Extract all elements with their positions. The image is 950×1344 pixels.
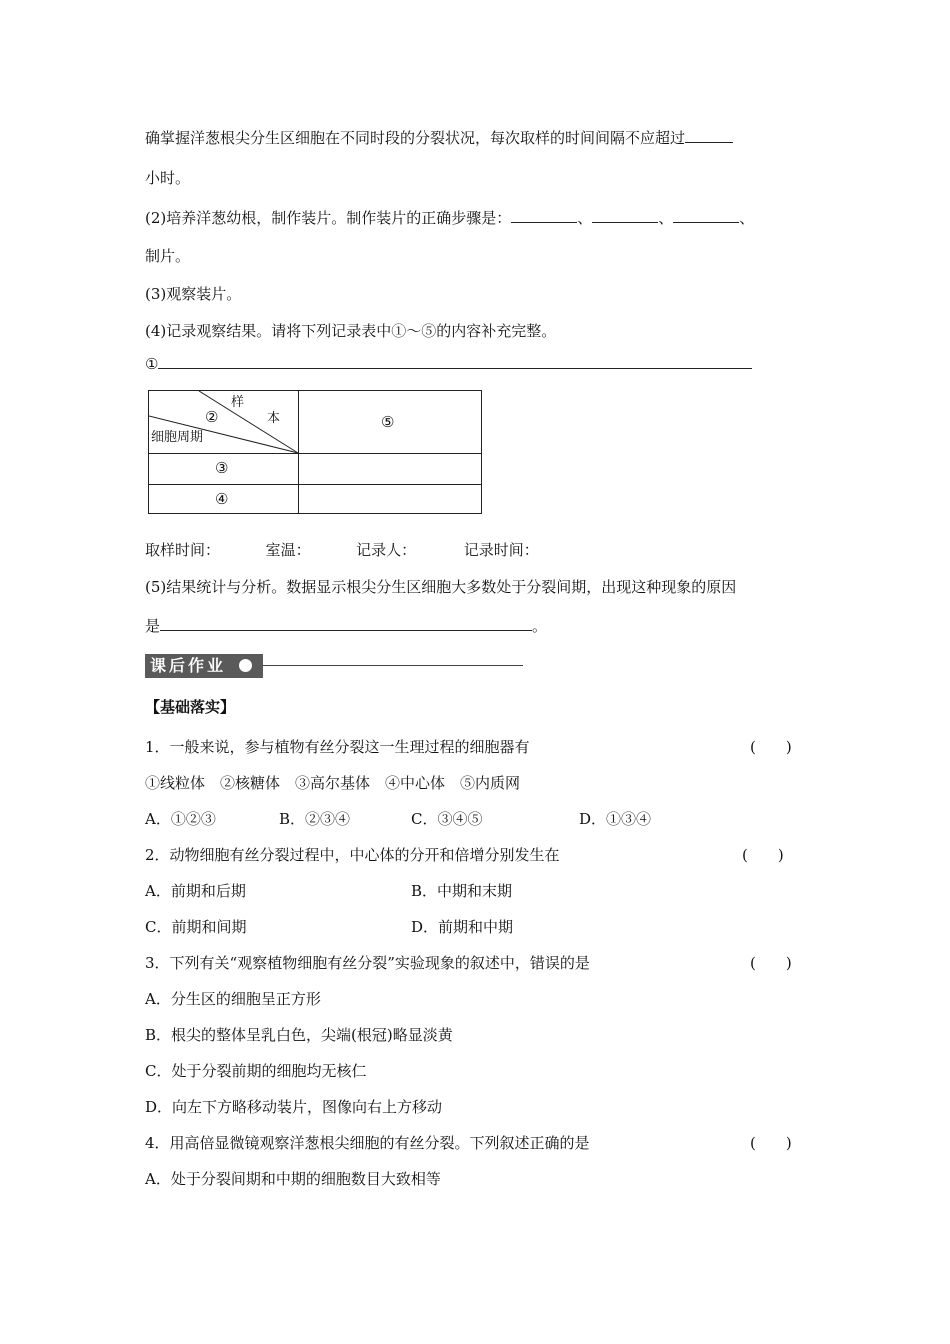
header-cell-cycle: 细胞周期 — [151, 430, 204, 445]
header-sample-right: 本 — [267, 411, 281, 426]
step2-text: (2)培养洋葱幼根，制作装片。制作装片的正确步骤是： — [145, 209, 512, 227]
answer-blank — [592, 208, 658, 223]
separator: 、 — [577, 209, 593, 227]
field-sampling-time: 取样时间： — [145, 541, 221, 559]
q3-option-d: D．向左下方略移动装片，图像向右上方移动 — [145, 1098, 443, 1116]
section-title: 【基础落实】 — [145, 698, 236, 716]
q4-option-a: A．处于分裂间期和中期的细胞数目大致相等 — [145, 1170, 441, 1188]
circle1-label: ① — [145, 355, 159, 373]
q1-items: ①线粒体 ②核糖体 ③高尔基体 ④中心体 ⑤内质网 — [145, 774, 521, 792]
q1-option-d: D．①③④ — [579, 810, 652, 828]
q3-option-a: A．分生区的细胞呈正方形 — [145, 990, 321, 1008]
step5-prefix: 是 — [145, 617, 161, 635]
answer-blank — [158, 354, 752, 369]
q2-option-a: A．前期和后期 — [145, 882, 246, 900]
q1-answer-paren: ( ) — [750, 738, 792, 756]
q3-answer-paren: ( ) — [750, 954, 792, 972]
banner-rule — [263, 665, 523, 666]
q1-option-c: C．③④⑤ — [411, 810, 483, 828]
step5-line-2 — [145, 616, 547, 636]
step3-line: (3)观察装片。 — [145, 285, 242, 303]
q2-option-b: B．中期和末期 — [411, 882, 513, 900]
field-recorder: 记录人： — [356, 541, 417, 559]
banner-dot-icon — [239, 659, 252, 672]
table-divider — [149, 484, 481, 485]
field-record-time: 记录时间： — [463, 541, 539, 559]
q2-option-d: D．前期和中期 — [411, 918, 514, 936]
record-table — [148, 390, 482, 514]
step5-line-1: (5)结果统计与分析。数据显示根尖分生区细胞大多数处于分裂间期，出现这种现象的原因 — [145, 578, 737, 596]
q2-option-c: C．前期和间期 — [145, 918, 247, 936]
q2-stem: 2．动物细胞有丝分裂过程中，中心体的分开和倍增分别发生在 — [145, 846, 560, 864]
step5-suffix: 。 — [532, 617, 548, 635]
q3-option-b: B．根尖的整体呈乳白色，尖端(根冠)略显淡黄 — [145, 1026, 453, 1044]
q2-answer-paren: ( ) — [742, 846, 784, 864]
row-circle-4: ④ — [215, 490, 229, 508]
intro-text-1: 确掌握洋葱根尖分生区细胞在不同时段的分裂状况，每次取样的时间间隔不应超过 — [145, 129, 686, 147]
q3-option-c: C．处于分裂前期的细胞均无核仁 — [145, 1062, 367, 1080]
homework-banner: 课后作业 — [145, 654, 263, 678]
q1-stem: 1．一般来说，参与植物有丝分裂这一生理过程的细胞器有 — [145, 738, 530, 756]
separator: 、 — [658, 209, 674, 227]
q1-option-b: B．②③④ — [279, 810, 351, 828]
q4-stem: 4．用高倍显微镜观察洋葱根尖细胞的有丝分裂。下列叙述正确的是 — [145, 1134, 590, 1152]
header-circle-5: ⑤ — [381, 413, 395, 431]
row-circle-3: ③ — [215, 459, 229, 477]
intro-line-2: 小时。 — [145, 169, 191, 187]
q3-stem: 3．下列有关“观察植物细胞有丝分裂”实验现象的叙述中，错误的是 — [145, 954, 590, 972]
step4-line: (4)记录观察结果。请将下列记录表中①～⑤的内容补充完整。 — [145, 322, 557, 340]
intro-line-1 — [145, 128, 733, 148]
answer-blank — [511, 208, 577, 223]
step2-cont: 制片。 — [145, 247, 191, 265]
q1-option-a: A．①②③ — [145, 810, 216, 828]
q4-answer-paren: ( ) — [750, 1134, 792, 1152]
circle1-line — [145, 354, 752, 374]
answer-blank — [685, 128, 733, 143]
record-fields-line — [145, 540, 539, 560]
header-sample-top: 样 — [231, 395, 245, 410]
header-circle-2: ② — [205, 408, 219, 426]
answer-blank — [160, 616, 532, 631]
separator: 、 — [739, 209, 755, 227]
step2-line — [145, 208, 754, 228]
answer-blank — [673, 208, 739, 223]
field-room-temp: 室温： — [265, 541, 311, 559]
